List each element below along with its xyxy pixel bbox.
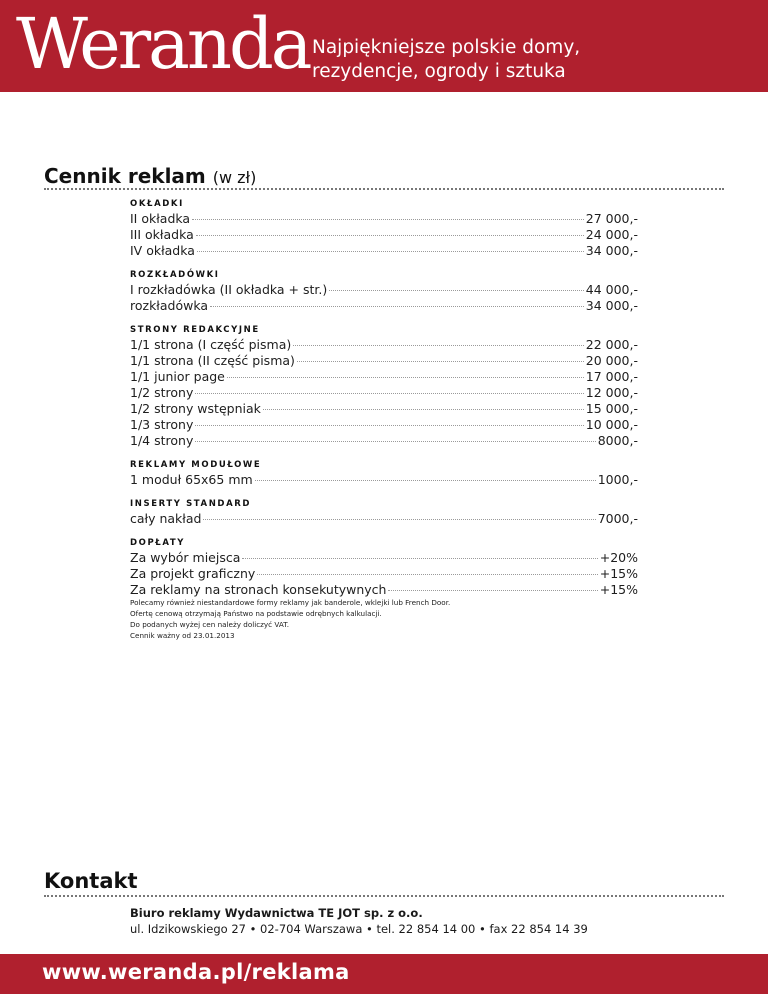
price-value: 22 000,- [585, 337, 638, 352]
price-notes [130, 597, 630, 641]
price-label: 1/2 strony [130, 385, 194, 400]
price-label: III okładka [130, 227, 194, 242]
pricing-divider [44, 188, 724, 190]
price-row [130, 401, 638, 417]
price-row [130, 298, 638, 314]
price-value: +15% [599, 566, 638, 581]
pricing-title-text: Cennik reklam [44, 164, 206, 188]
price-label: 1/2 strony wstępniak [130, 401, 261, 416]
dot-leader [293, 345, 584, 346]
price-row [130, 282, 638, 298]
dot-leader [257, 574, 597, 575]
contact-address: ul. Idzikowskiego 27 • 02-704 Warszawa • tel. 22 854 14 00 • fax 22 854 14 39 [130, 922, 588, 936]
category-heading: DOPŁATY [130, 538, 186, 548]
price-value: 20 000,- [585, 353, 638, 368]
pricing-unit: (w zł) [212, 168, 257, 187]
note-line: Cennik ważny od 23.01.2013 [130, 631, 235, 640]
dot-leader [210, 306, 584, 307]
price-value: 27 000,- [585, 211, 638, 226]
price-row [130, 337, 638, 353]
note-line: Ofertę cenową otrzymają Państwo na podstawie odrębnych kalkulacji. [130, 609, 382, 618]
dot-leader [297, 361, 584, 362]
dot-leader [329, 290, 584, 291]
category-heading: REKLAMY MODUŁOWE [130, 460, 262, 470]
price-label: 1 moduł 65x65 mm [130, 472, 253, 487]
contact-company: Biuro reklamy Wydawnictwa TE JOT sp. z o.o. [130, 906, 423, 920]
price-value: 17 000,- [585, 369, 638, 384]
price-row [130, 472, 638, 488]
price-row [130, 385, 638, 401]
contact-block [130, 906, 730, 937]
price-label: IV okładka [130, 243, 195, 258]
price-row [130, 417, 638, 433]
category-heading: INSERTY STANDARD [130, 499, 252, 509]
tagline-line-2: rezydencje, ogrody i sztuka [312, 61, 566, 82]
dot-leader [197, 251, 584, 252]
price-row [130, 433, 638, 449]
price-value: 24 000,- [585, 227, 638, 242]
price-value: 34 000,- [585, 243, 638, 258]
price-row [130, 211, 638, 227]
price-row [130, 227, 638, 243]
dot-leader [196, 235, 584, 236]
price-row [130, 353, 638, 369]
price-value: 1000,- [597, 472, 638, 487]
price-label: II okładka [130, 211, 191, 226]
price-label: rozkładówka [130, 298, 209, 313]
price-row [130, 582, 638, 598]
price-value: 15 000,- [585, 401, 638, 416]
price-list [130, 197, 638, 598]
price-value: 10 000,- [585, 417, 638, 432]
pricing-title [44, 164, 256, 188]
header-banner [0, 0, 768, 92]
price-value: +20% [599, 550, 638, 565]
price-row [130, 369, 638, 385]
price-value: 12 000,- [585, 385, 638, 400]
price-label: Za wybór miejsca [130, 550, 241, 565]
tagline-line-1: Najpiękniejsze polskie domy, [312, 37, 581, 58]
dot-leader [263, 409, 584, 410]
price-label: 1/1 strona (II część pisma) [130, 353, 295, 368]
price-label: 1/1 junior page [130, 369, 225, 384]
category-heading: ROZKŁADÓWKI [130, 270, 220, 280]
footer-banner [0, 954, 768, 994]
note-line: Polecamy również niestandardowe formy reklamy jak banderole, wklejki lub French Door. [130, 598, 451, 607]
dot-leader [195, 393, 583, 394]
price-label: Za projekt graficzny [130, 566, 256, 581]
price-label: cały nakład [130, 511, 202, 526]
dot-leader [203, 519, 595, 520]
dot-leader [192, 219, 584, 220]
price-label: 1/3 strony [130, 417, 194, 432]
price-row [130, 511, 638, 527]
price-row [130, 550, 638, 566]
dot-leader [388, 590, 597, 591]
dot-leader [195, 441, 595, 442]
contact-divider [44, 895, 724, 897]
price-label: 1/4 strony [130, 433, 194, 448]
price-label: Za reklamy na stronach konsekutywnych [130, 582, 387, 597]
dot-leader [195, 425, 583, 426]
price-value: 44 000,- [585, 282, 638, 297]
price-label: 1/1 strona (I część pisma) [130, 337, 292, 352]
dot-leader [242, 558, 597, 559]
price-row [130, 243, 638, 259]
dot-leader [255, 480, 596, 481]
price-label: I rozkładówka (II okładka + str.) [130, 282, 328, 297]
contact-title: Kontakt [44, 869, 138, 893]
weranda-logo: Weranda [16, 3, 310, 85]
category-heading: STRONY REDAKCYJNE [130, 325, 260, 335]
price-row [130, 566, 638, 582]
price-value: 34 000,- [585, 298, 638, 313]
footer-url-link[interactable]: www.weranda.pl/reklama [42, 960, 350, 984]
tagline [312, 36, 752, 84]
category-heading: OKŁADKI [130, 199, 184, 209]
price-value: 7000,- [597, 511, 638, 526]
note-line: Do podanych wyżej cen należy doliczyć VAT. [130, 620, 290, 629]
price-value: 8000,- [597, 433, 638, 448]
dot-leader [227, 377, 584, 378]
price-value: +15% [599, 582, 638, 597]
